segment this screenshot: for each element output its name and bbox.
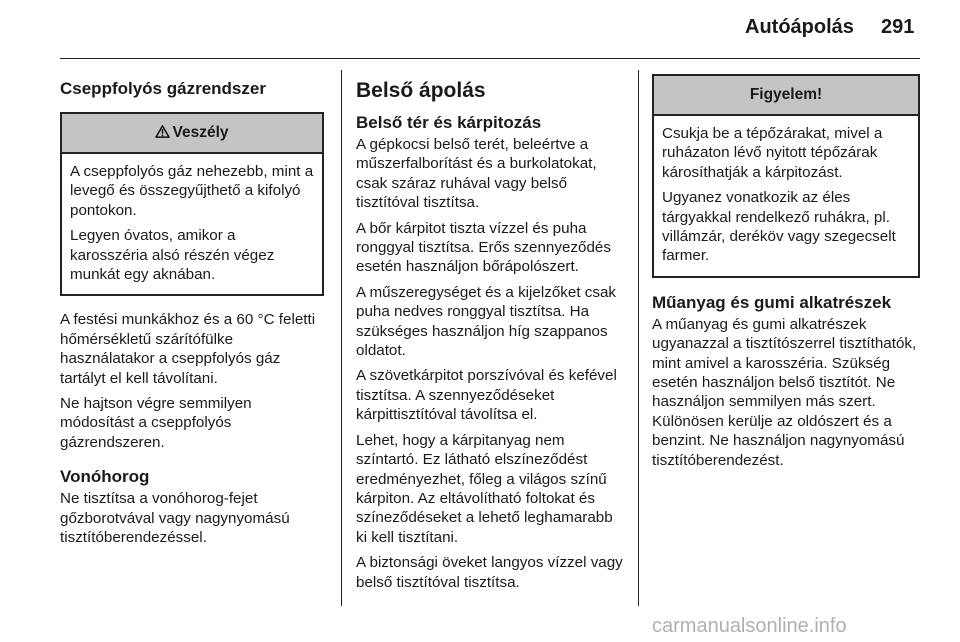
section-heading-lpg: Cseppfolyós gázrendszer — [60, 79, 266, 98]
danger-box-text-1: A cseppfolyós gáz nehezebb, mint a levegő és összegyűjthető a kifolyó pontokon. — [70, 163, 314, 219]
paragraph: A szövetkárpitot porszívóval és kefével tisztítsa. A szennyeződéseket kárpittisztítóval távolítsa el. — [356, 367, 617, 424]
sub-heading-interior-upholstery: Belső tér és kárpitozás — [356, 113, 542, 132]
paragraph: A műszeregységet és a kijelzőket csak puha nedves ronggyal tisztítsa. Ha szükséges használjon híg szappanos oldatot. — [356, 283, 616, 360]
warning-triangle-icon — [155, 125, 170, 138]
paragraph: A gépkocsi belső terét, beleértve a műszerfalborítást és a burkolatokat, csak száraz ruhával vagy belső tisztítóval tisztítsa. — [356, 136, 597, 212]
paragraph: A biztonsági öveket langyos vízzel vagy belső tisztítóval tisztítsa. — [356, 554, 623, 591]
column-1 — [60, 74, 324, 554]
paragraph: A bőr kárpitot tiszta vízzel és puha ronggyal tisztítsa. Erős szennyeződés esetén használjon bőrápolószert. — [356, 219, 611, 276]
paragraph: Lehet, hogy a kárpitanyag nem színtartó. Ez látható elszíneződést eredményezhet, főleg a világos színű kárpiton. Az eltávolítható foltokat és színeződéseket a lehető leghamarabb ki kell tisztítani. — [356, 431, 613, 546]
column-divider-right — [638, 70, 639, 606]
danger-box-body — [62, 154, 322, 294]
page-number: 291 — [881, 16, 915, 38]
notice-box-text-1: Csukja be a tépőzárakat, mivel a ruházaton lévő nyitott tépőzárak károsíthatják a kárpitozást. — [662, 125, 883, 181]
paragraph: Ne hajtson végre semmilyen módosítást a cseppfolyós gázrendszeren. — [60, 395, 252, 451]
sub-heading-towbar: Vonóhorog — [60, 467, 150, 487]
danger-box — [60, 112, 324, 296]
notice-box-title: Figyelem! — [749, 86, 823, 103]
column-3 — [652, 74, 920, 476]
danger-box-title: Veszély — [172, 124, 229, 141]
notice-box-header — [654, 76, 918, 116]
paragraph: A festési munkákhoz és a 60 °C feletti hőmérsékletű szárítófülke használatakor a cseppfolyós gáz tartályt el kell távolítani. — [60, 311, 316, 387]
column-2 — [356, 74, 624, 598]
danger-box-text-2: Legyen óvatos, amikor a karosszéria alsó részén végez munkát egy aknában. — [70, 227, 275, 284]
sub-heading-plastic-rubber: Műanyag és gumi alkatrészek — [652, 292, 892, 312]
page-header-title: Autóápolás — [745, 16, 854, 38]
watermark: carmanualsonline.info — [652, 615, 847, 637]
danger-box-header — [62, 114, 322, 154]
notice-box-text-2: Ugyanez vonatkozik az éles tárgyakkal rendelkező ruhákra, pl. villámzár, deréköv vagy szegecselt farmer. — [662, 189, 896, 265]
notice-box-body — [654, 116, 918, 276]
notice-box — [652, 74, 920, 278]
header-rule — [60, 58, 920, 59]
paragraph: A műanyag és gumi alkatrészek ugyanazzal a tisztítószerrel tisztíthatók, mint amivel a karosszéria. Szükség esetén használjon belső tisztítót. Ne használjon semmilyen más szert. Különösen kerülje az oldószert és a benzint. Ne használjon nagynyomású tisztítóberendezést. — [652, 315, 917, 469]
section-heading-interior-care: Belső ápolás — [356, 79, 486, 102]
column-divider-left — [341, 70, 342, 606]
paragraph: Ne tisztítsa a vonóhorog-fejet gőzborotvával vagy nagynyomású tisztítóberendezéssel. — [60, 490, 290, 547]
